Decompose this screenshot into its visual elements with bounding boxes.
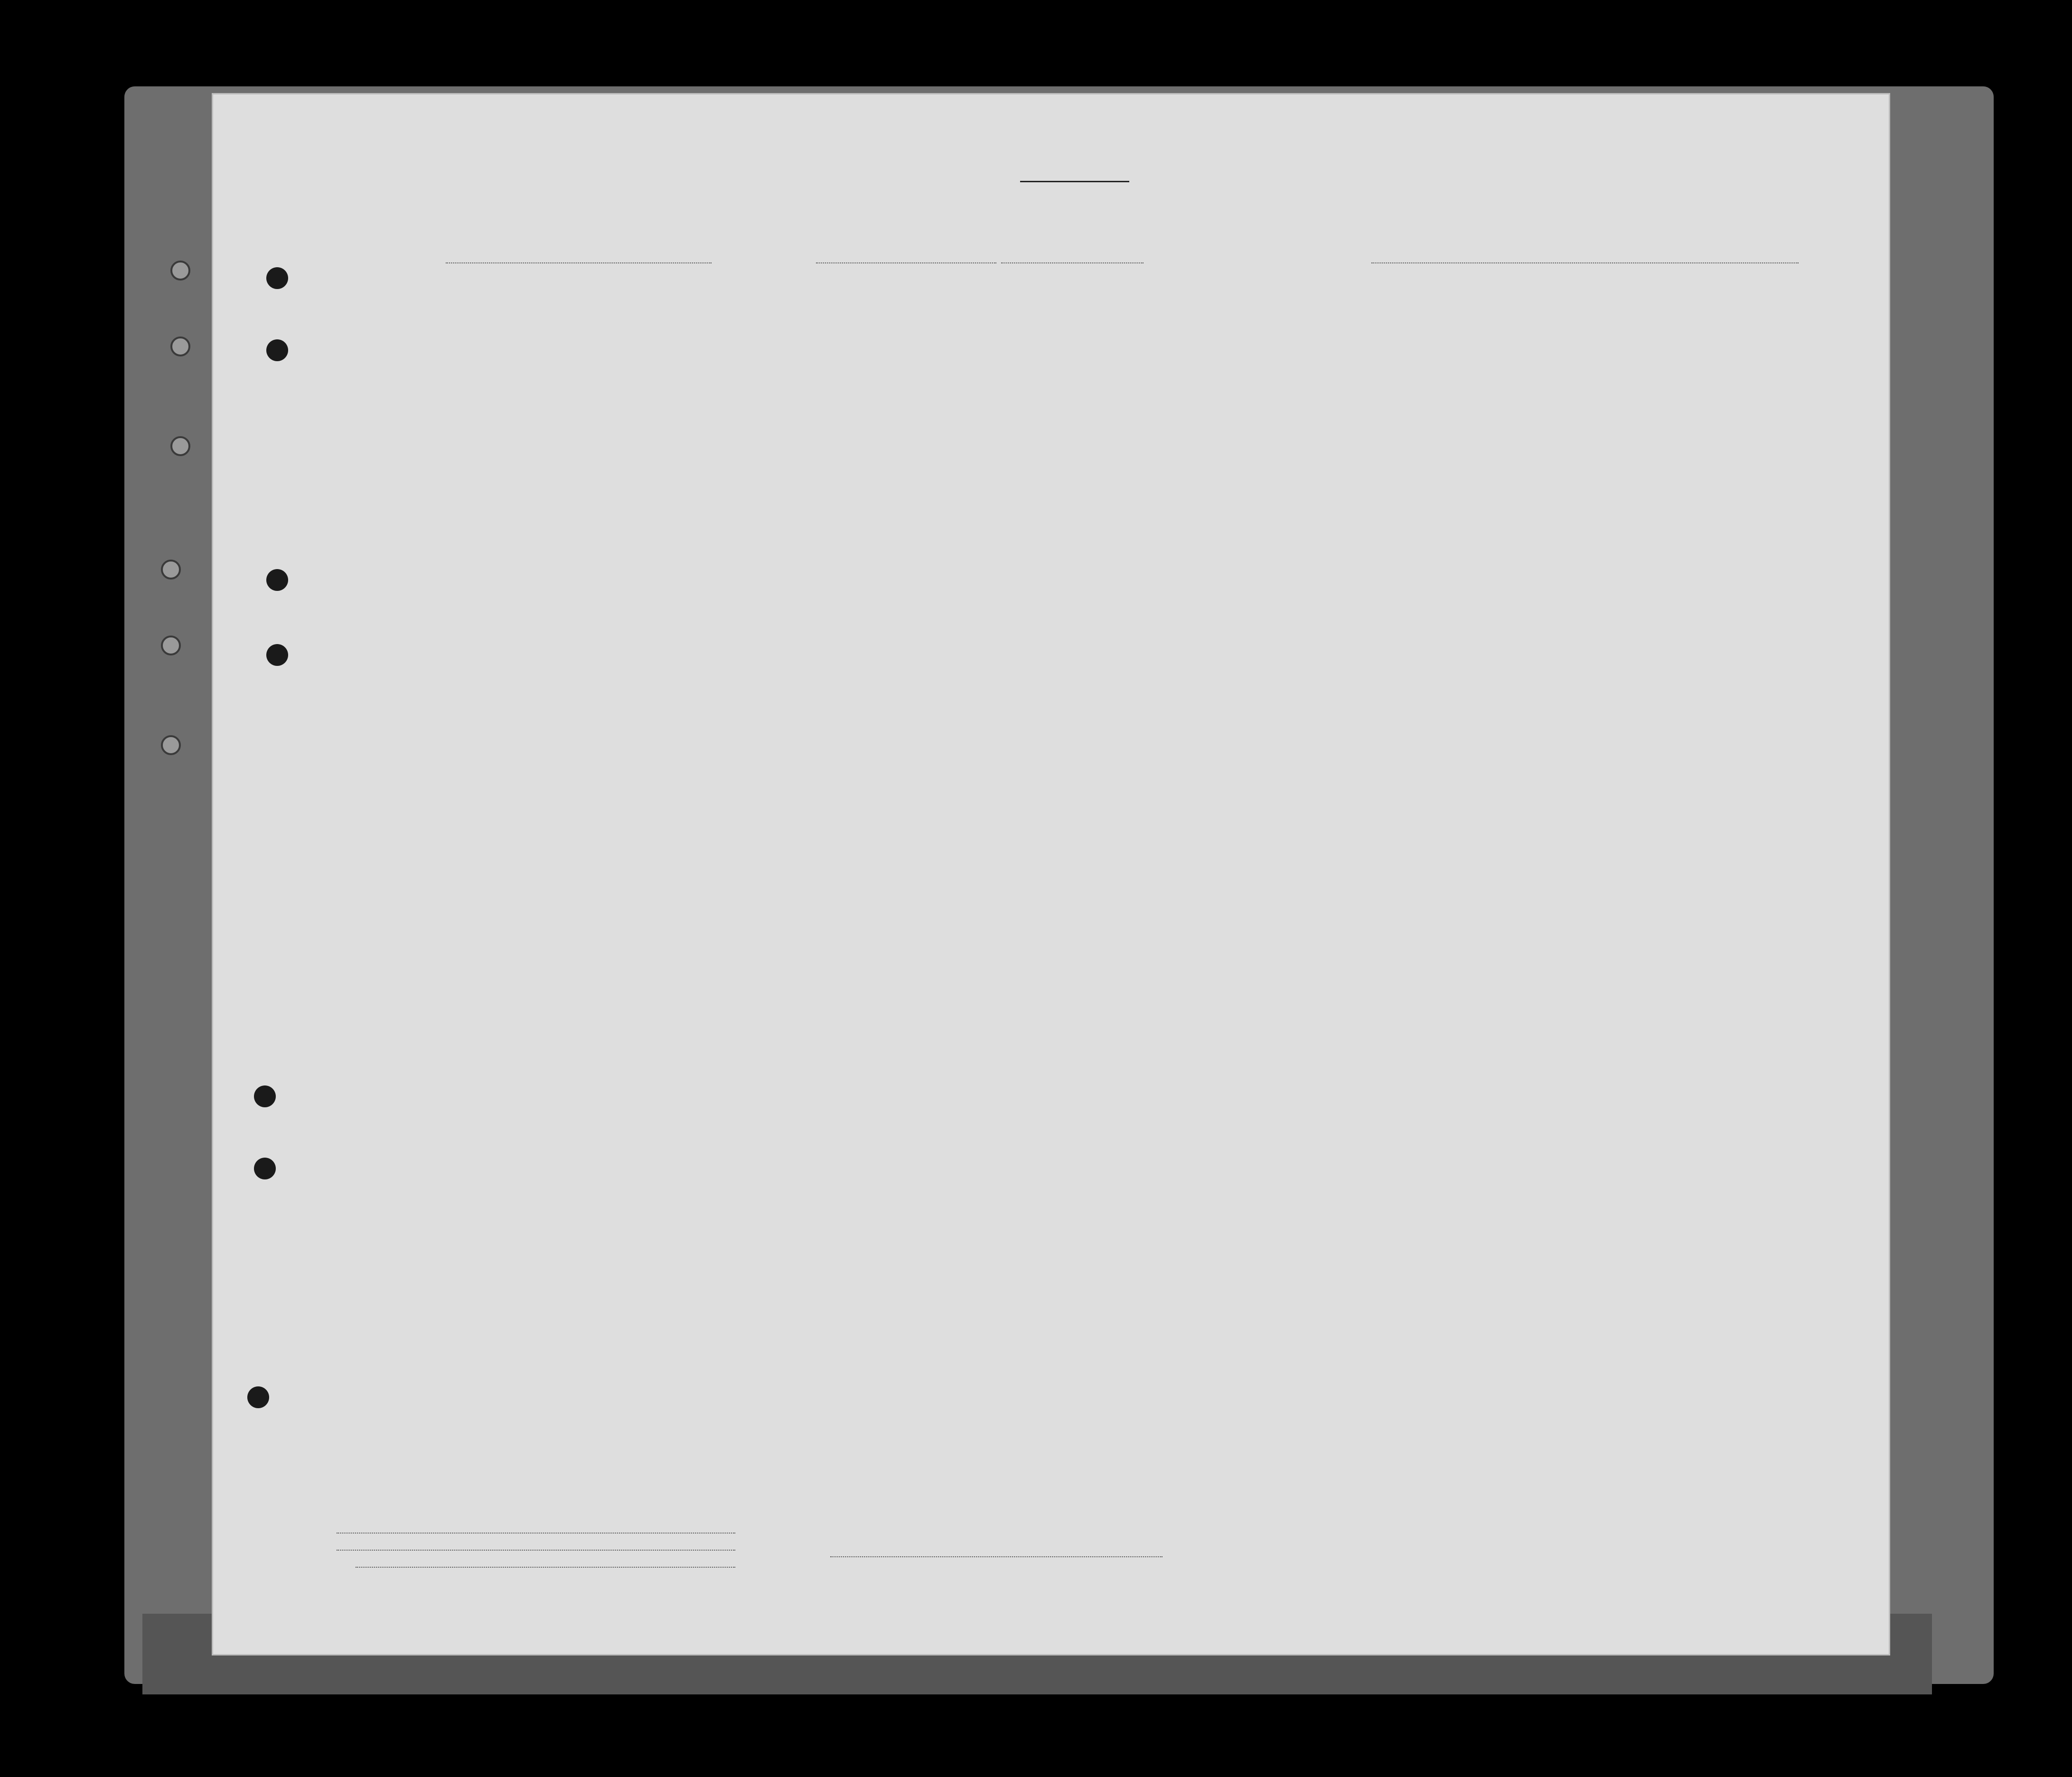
owners-rule xyxy=(337,1550,735,1551)
manifest-grid xyxy=(213,94,1889,1654)
manifest-page xyxy=(212,93,1890,1655)
binder-hole xyxy=(170,436,190,456)
line-rule xyxy=(337,1533,735,1534)
binder-hole xyxy=(170,261,190,281)
binder-hole xyxy=(161,735,181,755)
binder-hole xyxy=(170,337,190,356)
binder-hole xyxy=(161,560,181,580)
agents-rule xyxy=(356,1567,735,1568)
signature-rule xyxy=(830,1556,1163,1557)
binder-hole xyxy=(161,636,181,655)
